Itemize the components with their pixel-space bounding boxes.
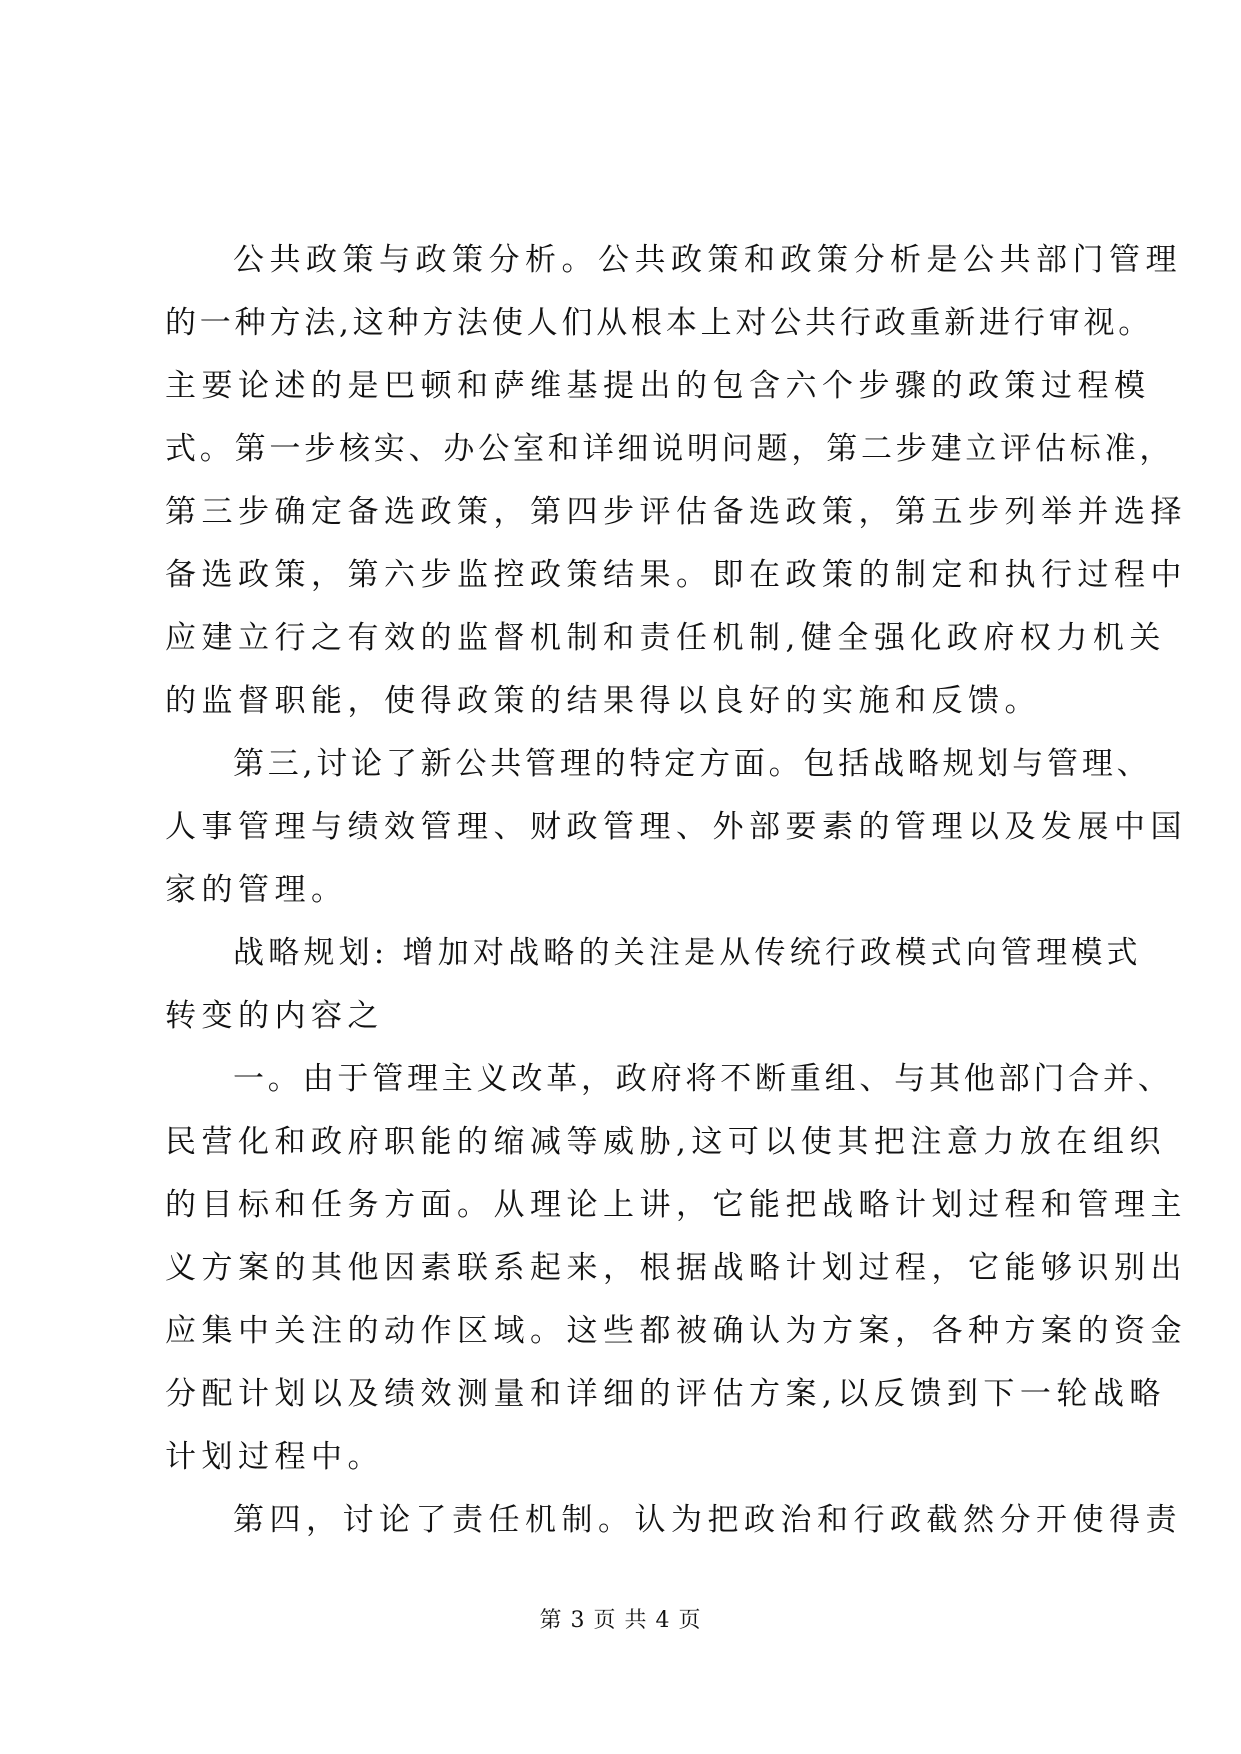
text-line-17: 义方案的其他因素联系起来，根据战略计划过程，它能够识别出 [165,1250,1187,1286]
text-line-10: 人事管理与绩效管理、财政管理、外部要素的管理以及发展中国 [165,809,1187,845]
text-line-5: 第三步确定备选政策，第四步评估备选政策，第五步列举并选择 [165,494,1187,530]
text-line-9: 第三,讨论了新公共管理的特定方面。包括战略规划与管理、 [233,746,1152,782]
text-line-16: 的目标和任务方面。从理论上讲，它能把战略计划过程和管理主 [165,1187,1187,1223]
text-line-4: 式。第一步核实、办公室和详细说明问题，第二步建立评估标准， [165,431,1175,467]
text-line-20: 计划过程中。 [165,1439,384,1475]
text-line-12: 战略规划: 增加对战略的关注是从传统行政模式向管理模式 [233,935,1142,971]
text-line-14: 一。由于管理主义改革，政府将不断重组、与其他部门合并、 [233,1061,1173,1097]
text-line-1: 公共政策与政策分析。公共政策和政策分析是公共部门管理 [233,242,1182,278]
text-line-6: 备选政策，第六步监控政策结果。即在政策的制定和执行过程中 [165,557,1187,593]
text-line-21: 第四，讨论了责任机制。认为把政治和行政截然分开使得责 [233,1502,1182,1538]
text-line-18: 应集中关注的动作区域。这些都被确认为方案，各种方案的资金 [165,1313,1187,1349]
text-line-15: 民营化和政府职能的缩减等威胁,这可以使其把注意力放在组织 [165,1124,1166,1160]
text-line-11: 家的管理。 [165,872,348,908]
text-line-19: 分配计划以及绩效测量和详细的评估方案,以反馈到下一轮战略 [165,1376,1166,1412]
page-footer: 第 3 页 共 4 页 [539,1608,702,1633]
text-line-7: 应建立行之有效的监督机制和责任机制,健全强化政府权力机关 [165,620,1166,656]
text-line-2: 的一种方法,这种方法使人们从根本上对公共行政重新进行审视。 [165,305,1154,341]
text-line-8: 的监督职能，使得政策的结果得以良好的实施和反馈。 [165,683,1041,719]
text-line-3: 主要论述的是巴顿和萨维基提出的包含六个步骤的政策过程模 [165,368,1151,404]
text-line-13: 转变的内容之 [165,998,384,1034]
